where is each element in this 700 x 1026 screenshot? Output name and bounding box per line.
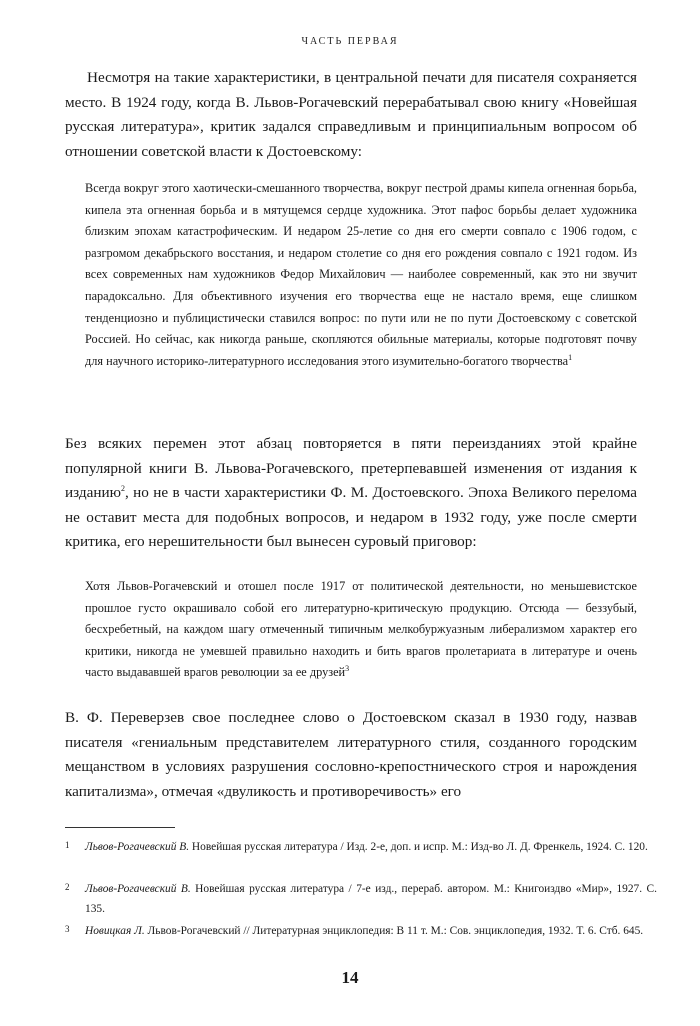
footnote-3: 3 Новицкая Л. Львов-Рогачевский // Литературная энциклопедия: В 11 т. М.: Сов. энциклопедия, 1932. Т. 6. Стб. 645. bbox=[65, 924, 644, 937]
block-quote-2: Хотя Львов-Рогачевский и отошел после 1917 от политической деятельности, но меньшевистское прошлое густо окрашивало собой его литературно-критическую продукцию. Отсюда — беззубый, бесхребетный, на каждом шагу отмеченный типичным мелкобуржуазным либерализмом характер его критики, никогда не умевшей правильно находить и бить врагов пролетариата в литературе и очень часто выдававшей врагов революции за ее друзей$^3$ bbox=[85, 579, 637, 680]
footnote-ref: 1 bbox=[568, 352, 573, 362]
running-head: ЧАСТЬ ПЕРВАЯ bbox=[301, 36, 399, 47]
block-quote-1: Всегда вокруг этого хаотически-смешанного творчества, вокруг пестрой драмы кипела огненная борьба, кипела эта огненная борьба и в мятущемся сердце художника. Этот пафос борьбы делает художника близким эпохам катастрофическим. И недаром 25-летие со дня его смерти совпало с 1906 годом, с разгромом декабрьского восстания, и недаром столетие со дня его рождения совпало с 1921 годом. Из всех современных нам художников Федор Михайлович — наиболее современный, как это ни звучит парадоксально. Для объективного изучения его творчества еще не настало время, еще слишком тенденциозно и публицистически ставился вопрос: по пути или не по пути Достоевскому с советской Россией. Но сейчас, как никогда раньше, скопляются обильные материалы, которые подготовят почву для научного историко-литературного исследования этого изумительно-богатого творчества$^1$ bbox=[85, 181, 637, 368]
paragraph-3: В. Ф. Переверзев свое последнее слово о Достоевском сказал в 1930 году, назвав писателя «гениальным представителем литературного стиля, созданного городским мещанством в условиях разрушения сословно-крепостнического строя и нарождения капитализма», отмечая «двуликость и противоречивость» его bbox=[65, 709, 637, 800]
footnote-divider bbox=[65, 827, 175, 828]
footnote-1: 1 Львов-Рогачевский В. Новейшая русская литература / Изд. 2-е, доп. и испр. М.: Изд-во Л. Д. Френкель, 1924. С. 120. bbox=[65, 840, 648, 853]
paragraph-1: Несмотря на такие характеристики, в центральной печати для писателя сохраняется место. В 1924 году, когда В. Львов-Рогачевский перерабатывал свою книгу «Новейшая русская литература», критик задался справедливым и принципиальным вопросом об отношении советской власти к Достоевскому: bbox=[65, 69, 637, 160]
footnote-ref: 3 bbox=[345, 664, 350, 674]
footnote-ref: 2 bbox=[120, 483, 125, 493]
page-number: 14 bbox=[341, 968, 359, 987]
paragraph-2: Без всяких перемен этот абзац повторяется в пяти переизданиях этой крайне популярной книги В. Львова-Рогачевского, претерпевавшей изменения от издания к изданию$^2$, но не в части характеристики Ф. М. Достоевского. Эпоха Великого перелома не оставит места для подобных вопросов, и недаром в 1932 году, уже после смерти критика, его нерешительности был вынесен суровый приговор: bbox=[65, 435, 637, 550]
footnote-2: 2 Львов-Рогачевский В. Новейшая русская литература / 7-е изд., перераб. автором. М.: Книгоиздво «Мир», 1927. С. 135. bbox=[65, 882, 657, 915]
